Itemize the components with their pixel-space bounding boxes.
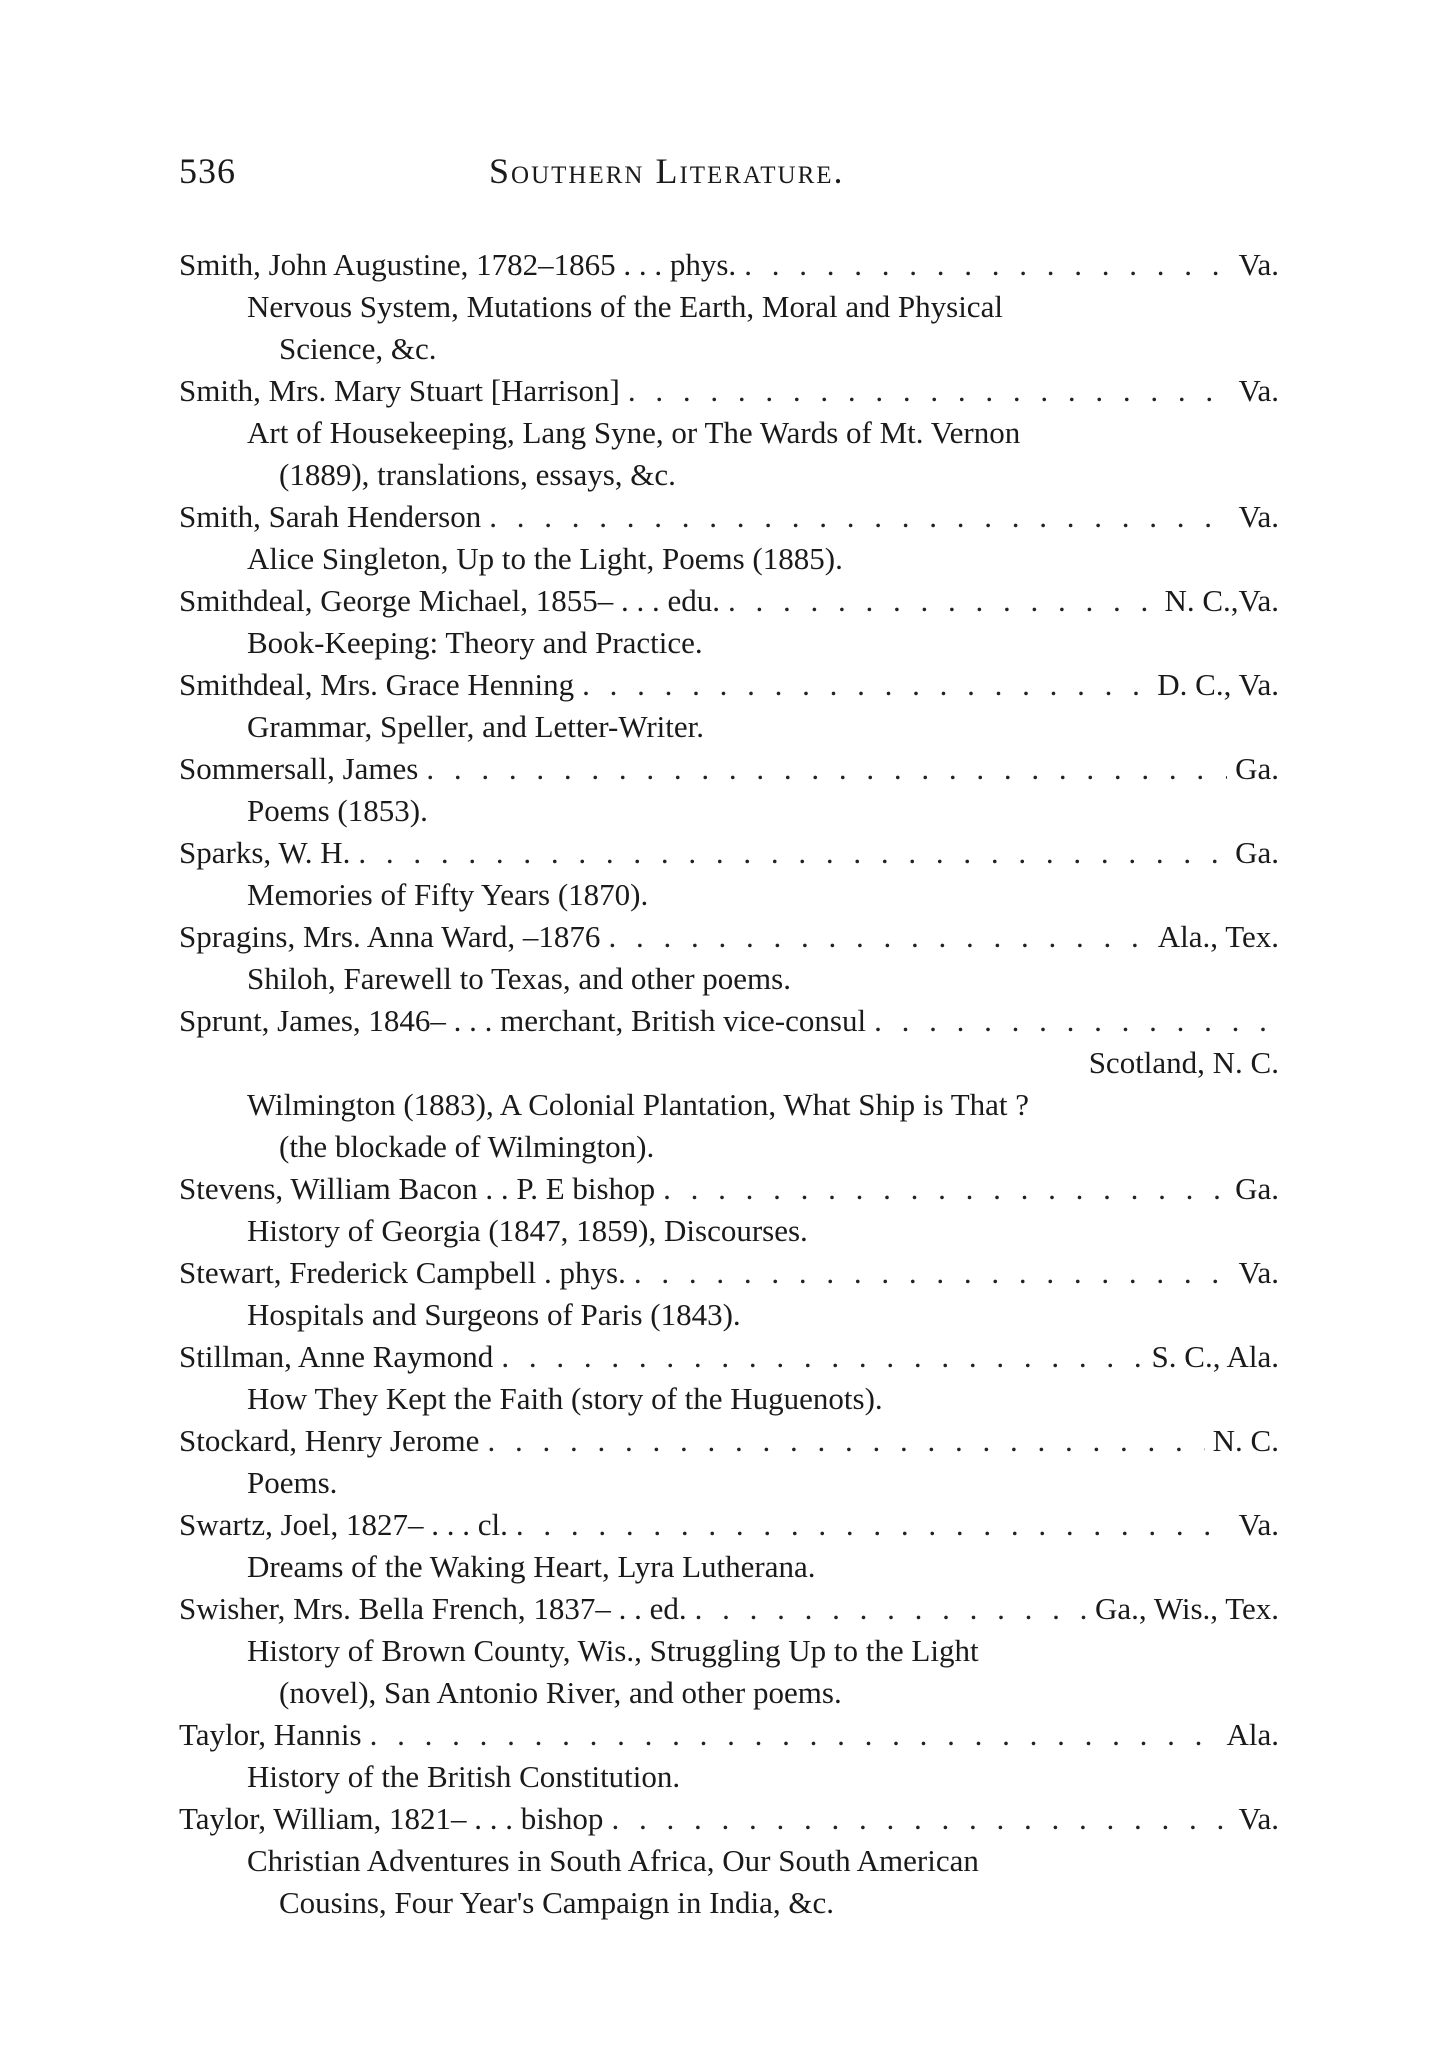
entry [179, 1420, 1279, 1504]
works-text: Nervous System, Mutations of the Earth, Moral and Physical [247, 289, 1003, 324]
author-name: Smithdeal, Mrs. Grace Henning [179, 667, 575, 702]
author-place: N. C.,Va. [1164, 583, 1279, 618]
author-place: Va. [1238, 373, 1279, 408]
entry [179, 1336, 1279, 1420]
works-text: (the blockade of Wilmington). [279, 1129, 655, 1164]
leader-dots [516, 1504, 1231, 1546]
page-header [179, 150, 1279, 210]
author-place: Va. [1238, 1255, 1279, 1290]
author-name: Stillman, Anne Raymond [179, 1339, 494, 1374]
leader-dots [487, 1420, 1204, 1462]
author-place: Ga. [1235, 751, 1279, 786]
author-place: N. C. [1212, 1423, 1279, 1458]
entry-heading [179, 1000, 1279, 1042]
leader-dots [728, 580, 1157, 622]
author-place: Ala. [1226, 1717, 1279, 1752]
leader-dots [582, 664, 1149, 706]
page-number: 536 [179, 151, 236, 191]
works-text: Memories of Fifty Years (1870). [247, 877, 649, 912]
works-text: Hospitals and Surgeons of Paris (1843). [247, 1297, 741, 1332]
entry-heading [179, 1588, 1279, 1630]
author-name: Smith, John Augustine, 1782–1865 . . . phys. [179, 247, 737, 282]
author-name: Sommersall, James [179, 751, 419, 786]
author-place: S. C., Ala. [1151, 1339, 1279, 1374]
running-title: Southern Literature. [489, 151, 845, 191]
entry-heading [179, 1420, 1279, 1462]
entry [179, 664, 1279, 748]
entry [179, 370, 1279, 496]
works-text: Alice Singleton, Up to the Light, Poems (1885). [247, 541, 843, 576]
entry-heading [179, 916, 1279, 958]
leader-dots [634, 1252, 1231, 1294]
leader-dots [370, 1714, 1219, 1756]
author-place: Ala., Tex. [1157, 919, 1279, 954]
entry-heading [179, 1252, 1279, 1294]
works-text: Shiloh, Farewell to Texas, and other poems. [247, 961, 791, 996]
author-place: Va. [1238, 1507, 1279, 1542]
author-place: Va. [1238, 1801, 1279, 1836]
leader-dots [426, 748, 1227, 790]
works-text: (1889), translations, essays, &c. [279, 457, 676, 492]
entry [179, 1588, 1279, 1714]
leader-dots [501, 1336, 1143, 1378]
entry [179, 1252, 1279, 1336]
author-name: Stewart, Frederick Campbell . phys. [179, 1255, 626, 1290]
works-text: Science, &c. [279, 331, 437, 366]
author-name: Stevens, William Bacon . . P. E bishop [179, 1171, 656, 1206]
entry [179, 748, 1279, 832]
leader-dots [695, 1588, 1087, 1630]
author-name: Swartz, Joel, 1827– . . . cl. [179, 1507, 508, 1542]
entry-heading [179, 1798, 1279, 1840]
leader-dots [611, 1798, 1230, 1840]
entry [179, 1000, 1279, 1168]
works-text: (novel), San Antonio River, and other poems. [279, 1675, 842, 1710]
author-place: Ga. [1235, 835, 1279, 870]
author-name: Taylor, Hannis [179, 1717, 362, 1752]
author-place: D. C., Va. [1157, 667, 1279, 702]
author-name: Taylor, William, 1821– . . . bishop [179, 1801, 604, 1836]
entry-heading [179, 1714, 1279, 1756]
works-text: Grammar, Speller, and Letter-Writer. [247, 709, 705, 744]
leader-dots [874, 1000, 1271, 1042]
entry-heading [179, 244, 1279, 286]
works-text: Book-Keeping: Theory and Practice. [247, 625, 703, 660]
author-name: Sprunt, James, 1846– . . . merchant, British vice-consul [179, 1003, 867, 1038]
author-place: Va. [1238, 247, 1279, 282]
entry [179, 1798, 1279, 1924]
works-text: Christian Adventures in South Africa, Our South American [247, 1843, 979, 1878]
author-place: Ga. [1235, 1171, 1279, 1206]
leader-dots [663, 1168, 1227, 1210]
leader-dots [608, 916, 1149, 958]
author-name: Swisher, Mrs. Bella French, 1837– . . ed. [179, 1591, 687, 1626]
author-name: Smith, Mrs. Mary Stuart [Harrison] [179, 373, 620, 408]
entry-heading [179, 496, 1279, 538]
entry-heading [179, 580, 1279, 622]
author-place-continued: Scotland, N. C. [1088, 1045, 1279, 1080]
author-place: Va. [1238, 499, 1279, 534]
entry [179, 1168, 1279, 1252]
works-text: Art of Housekeeping, Lang Syne, or The Wards of Mt. Vernon [247, 415, 1021, 450]
author-name: Sparks, W. H. [179, 835, 351, 870]
author-name: Smithdeal, George Michael, 1855– . . . edu. [179, 583, 720, 618]
entry [179, 916, 1279, 1000]
works-text: Dreams of the Waking Heart, Lyra Lutherana. [247, 1549, 816, 1584]
leader-dots [628, 370, 1231, 412]
leader-dots [358, 832, 1227, 874]
author-name: Stockard, Henry Jerome [179, 1423, 480, 1458]
leader-dots [489, 496, 1230, 538]
leader-dots [744, 244, 1230, 286]
entry-heading [179, 1336, 1279, 1378]
entry-heading [179, 1168, 1279, 1210]
works-text: History of the British Constitution. [247, 1759, 681, 1794]
entry-heading [179, 832, 1279, 874]
works-text: History of Georgia (1847, 1859), Discourses. [247, 1213, 808, 1248]
works-text: Poems (1853). [247, 793, 428, 828]
entry [179, 1714, 1279, 1798]
entry [179, 580, 1279, 664]
works-text: Cousins, Four Year's Campaign in India, &c. [279, 1885, 834, 1920]
entry-heading [179, 664, 1279, 706]
works-text: Wilmington (1883), A Colonial Plantation, What Ship is That ? [247, 1087, 1030, 1122]
entry [179, 496, 1279, 580]
entry-heading [179, 748, 1279, 790]
works-text: History of Brown County, Wis., Struggling Up to the Light [247, 1633, 979, 1668]
author-name: Smith, Sarah Henderson [179, 499, 482, 534]
author-place: Ga., Wis., Tex. [1094, 1591, 1279, 1626]
entry [179, 244, 1279, 370]
entry-list [179, 244, 1279, 1924]
entry [179, 1504, 1279, 1588]
entry [179, 832, 1279, 916]
entry-heading [179, 1504, 1279, 1546]
works-text: Poems. [247, 1465, 338, 1500]
works-text: How They Kept the Faith (story of the Huguenots). [247, 1381, 883, 1416]
entry-heading [179, 370, 1279, 412]
author-name: Spragins, Mrs. Anna Ward, –1876 [179, 919, 601, 954]
